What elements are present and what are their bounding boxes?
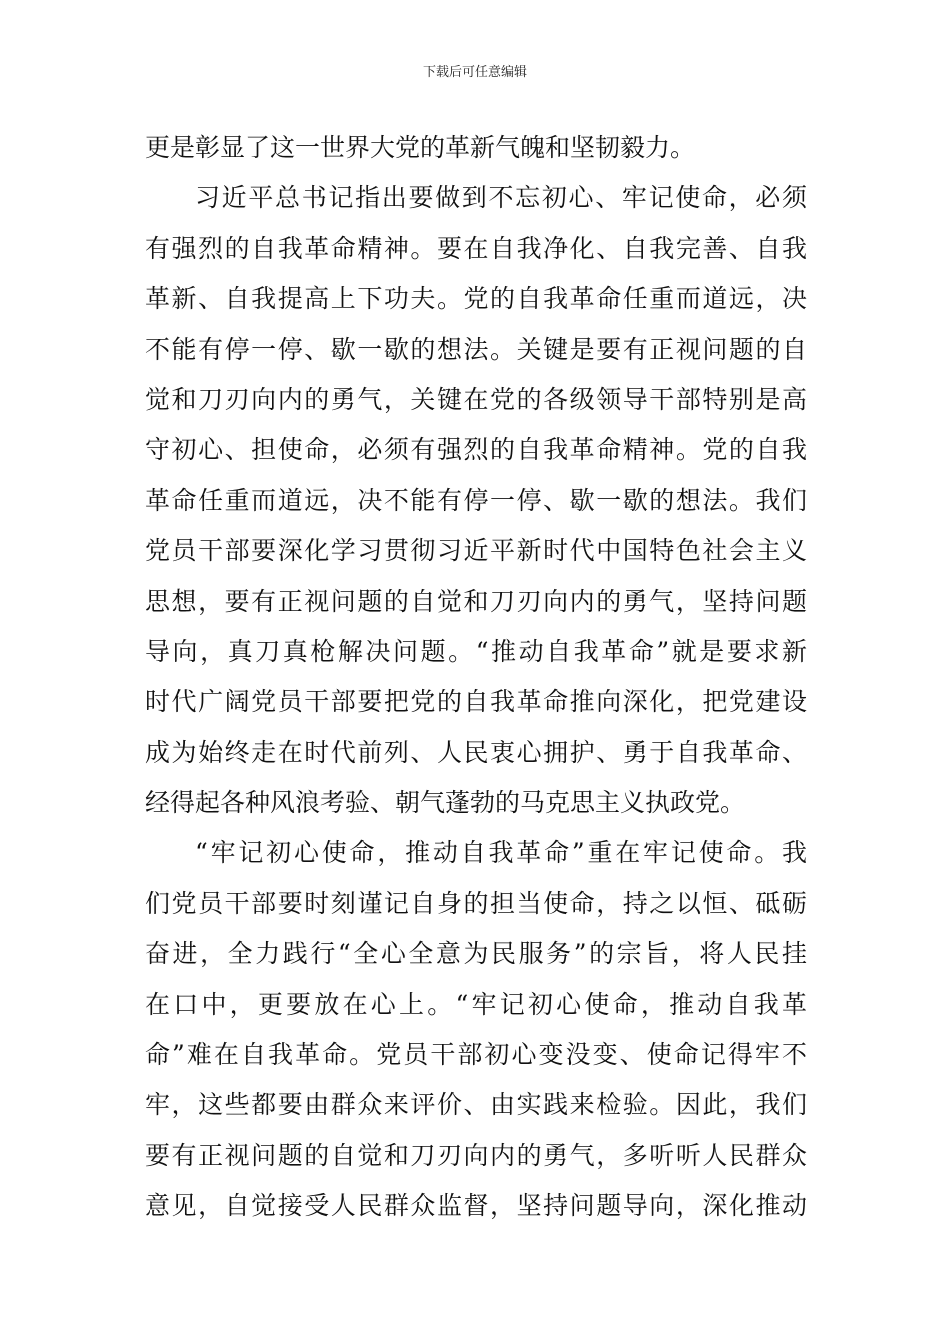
text-line: 意见，自觉接受人民群众监督，坚持问题导向，深化推动 bbox=[145, 1191, 807, 1221]
text-line: 更是彰显了这一世界大党的革新气魄和坚韧毅力。 bbox=[145, 133, 696, 162]
text-line: 导向，真刀真枪解决问题。“推动自我革命”就是要求新 bbox=[145, 636, 807, 666]
text-line: 奋进，全力践行“全心全意为民服务”的宗旨，将人民挂 bbox=[145, 939, 807, 969]
body-text bbox=[145, 123, 807, 1232]
text-line: 思想，要有正视问题的自觉和刀刃向内的勇气，坚持问题 bbox=[145, 586, 807, 616]
text-line: 们党员干部要时刻谨记自身的担当使命，持之以恒、砥砺 bbox=[145, 888, 807, 918]
text-line: 成为始终走在时代前列、人民衷心拥护、勇于自我革命、 bbox=[145, 737, 807, 767]
text-line: 时代广阔党员干部要把党的自我革命推向深化，把党建设 bbox=[145, 687, 807, 717]
text-line: 守初心、担使命，必须有强烈的自我革命精神。党的自我 bbox=[145, 435, 807, 465]
text-line: 革命任重而道远，决不能有停一停、歇一歇的想法。我们 bbox=[145, 485, 807, 515]
text-line: 在口中，更要放在心上。“牢记初心使命，推动自我革 bbox=[145, 989, 807, 1019]
text-line: 牢，这些都要由群众来评价、由实践来检验。因此，我们 bbox=[145, 1090, 807, 1120]
text-line: 经得起各种风浪考验、朝气蓬勃的马克思主义执政党。 bbox=[145, 788, 746, 818]
text-line: 不能有停一停、歇一歇的想法。关键是要有正视问题的自 bbox=[145, 334, 807, 364]
text-line: 革新、自我提高上下功夫。党的自我革命任重而道远，决 bbox=[145, 284, 807, 314]
text-line: 党员干部要深化学习贯彻习近平新时代中国特色社会主义 bbox=[145, 536, 807, 566]
text-line: 习近平总书记指出要做到不忘初心、牢记使命，必须 bbox=[195, 183, 807, 213]
text-line: 要有正视问题的自觉和刀刃向内的勇气，多听听人民群众 bbox=[145, 1140, 807, 1170]
text-line: 觉和刀刃向内的勇气，关键在党的各级领导干部特别是高 bbox=[145, 384, 807, 414]
text-line: 有强烈的自我革命精神。要在自我净化、自我完善、自我 bbox=[145, 233, 807, 263]
page-header: 下载后可任意编辑 bbox=[422, 65, 527, 80]
text-line: 命”难在自我革命。党员干部初心变没变、使命记得牢不 bbox=[145, 1040, 807, 1070]
text-line: “牢记初心使命，推动自我革命”重在牢记使命。我 bbox=[195, 838, 807, 868]
